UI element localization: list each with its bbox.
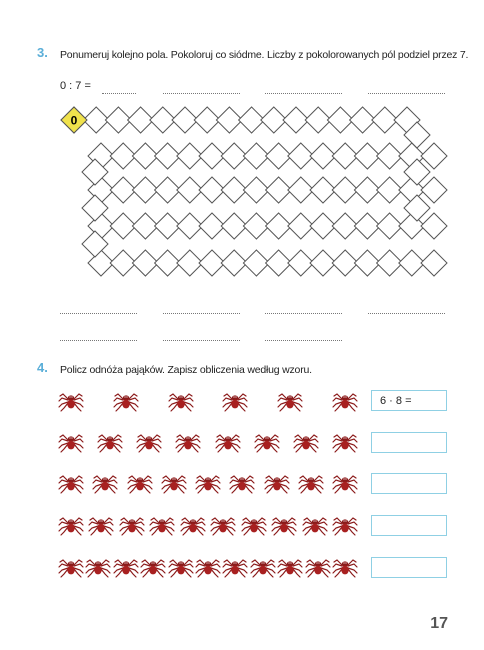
spider-icon xyxy=(250,556,276,578)
spider-icon xyxy=(332,390,358,412)
page-number: 17 xyxy=(430,615,448,632)
task-4-number: 4. xyxy=(37,360,48,375)
answer-line[interactable] xyxy=(265,339,342,341)
answer-line[interactable] xyxy=(368,312,445,314)
spider-icon xyxy=(168,390,194,412)
spider-icon xyxy=(149,514,175,536)
task-3-instruction: Ponumeruj kolejno pola. Pokoloruj co siódme. Liczby z pokolorowanych pól podziel przez 7. xyxy=(60,49,469,61)
answer-box[interactable] xyxy=(371,473,447,494)
spider-icon xyxy=(293,431,319,453)
spider-icon xyxy=(119,514,145,536)
spider-icon xyxy=(97,431,123,453)
answer-box[interactable] xyxy=(371,515,447,536)
answer-line[interactable] xyxy=(265,312,342,314)
answer-box[interactable] xyxy=(371,557,447,578)
task-4-instruction: Policz odnóża pająków. Zapisz obliczenia według wzoru. xyxy=(60,364,312,376)
spider-icon xyxy=(136,431,162,453)
spider-icon xyxy=(332,472,358,494)
spider-icon xyxy=(58,556,84,578)
board-cell[interactable] xyxy=(421,177,447,203)
spider-icon xyxy=(92,472,118,494)
spider-icon xyxy=(88,514,114,536)
answer-line[interactable] xyxy=(163,312,240,314)
board-cell[interactable] xyxy=(421,213,447,239)
task-3-number: 3. xyxy=(37,45,48,60)
spider-icon xyxy=(180,514,206,536)
spider-icon xyxy=(58,431,84,453)
spider-icon xyxy=(277,556,303,578)
spider-icon xyxy=(222,390,248,412)
spider-icon xyxy=(140,556,166,578)
spider-icon xyxy=(332,556,358,578)
start-cell-label: 0 xyxy=(70,113,78,128)
board-cell[interactable] xyxy=(421,143,447,169)
spider-icon xyxy=(168,556,194,578)
spider-icon xyxy=(175,431,201,453)
spider-icon xyxy=(264,472,290,494)
spider-icon xyxy=(305,556,331,578)
spider-icon xyxy=(215,431,241,453)
equation-start: 0 : 7 = xyxy=(60,80,91,92)
answer-line[interactable] xyxy=(163,339,240,341)
spider-icon xyxy=(332,514,358,536)
spider-icon xyxy=(229,472,255,494)
spider-icon xyxy=(195,556,221,578)
spider-icon xyxy=(127,472,153,494)
spider-icon xyxy=(298,472,324,494)
answer-box[interactable] xyxy=(371,432,447,453)
answer-box-example[interactable]: 6 · 8 = xyxy=(371,390,447,411)
spider-icon xyxy=(161,472,187,494)
spider-icon xyxy=(195,472,221,494)
spider-icon xyxy=(113,556,139,578)
answer-line[interactable] xyxy=(60,339,137,341)
spider-icon xyxy=(210,514,236,536)
spider-icon xyxy=(58,514,84,536)
spider-icon xyxy=(85,556,111,578)
spider-icon xyxy=(302,514,328,536)
board-cell[interactable] xyxy=(421,250,447,276)
spider-icon xyxy=(241,514,267,536)
spider-icon xyxy=(113,390,139,412)
spider-icon xyxy=(58,390,84,412)
spider-icon xyxy=(332,431,358,453)
spider-icon xyxy=(254,431,280,453)
answer-line[interactable] xyxy=(60,312,137,314)
spider-icon xyxy=(277,390,303,412)
spider-icon xyxy=(271,514,297,536)
spider-icon xyxy=(58,472,84,494)
spider-icon xyxy=(222,556,248,578)
